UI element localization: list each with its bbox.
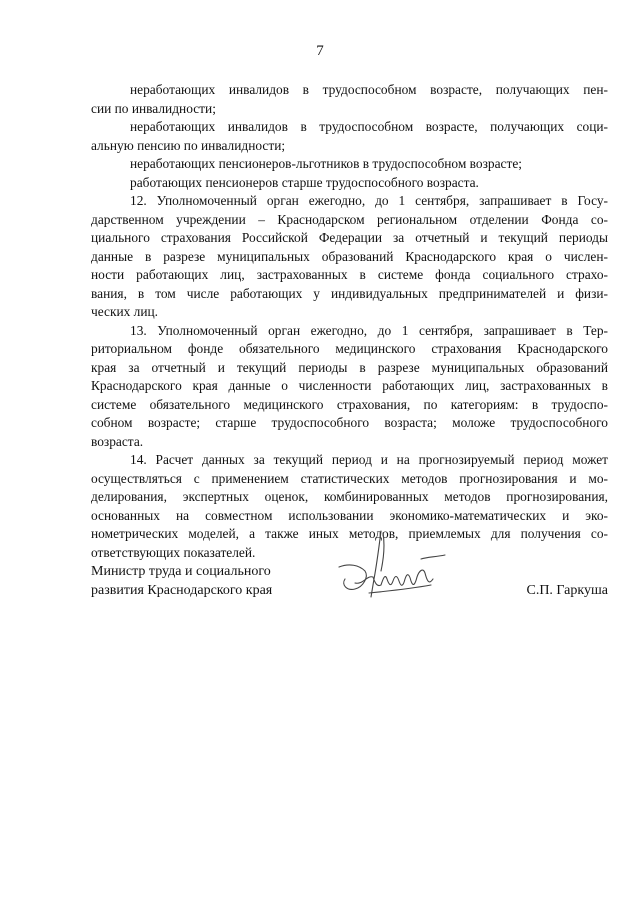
text-line: нометрических моделей, а также иных методов, приемлемых для получения со- (91, 526, 608, 541)
text-line: данные в разрезе муниципальных образований Краснодарского края о числен- (91, 248, 608, 264)
text-line: осуществляться с применением статистических методов прогнозирования и мо- (91, 470, 608, 486)
signature-block (91, 563, 608, 633)
text-line: ности работающих лиц, застрахованных в системе фонда социального страхо- (91, 267, 608, 282)
text-line: возраста. (91, 433, 144, 449)
signer-position-line-1: Министр труда и социального (91, 564, 271, 579)
text-line: Краснодарского края данные о численности работающих лиц, застрахованных в (91, 378, 608, 393)
page-number: 7 (316, 43, 324, 59)
text-line: циального страхования Российской Федерации за отчетный и текущий периоды (91, 230, 608, 245)
text-line: 13. Уполномоченный орган ежегодно, до 1 сентября, запрашивает в Тер- (130, 322, 608, 338)
text-line: дарственном учреждении – Краснодарском региональном отделении Фонда со- (91, 211, 608, 227)
text-line: ответствующих показателей. (91, 544, 256, 560)
text-line: неработающих пенсионеров-льготников в трудоспособном возрасте; (130, 156, 522, 171)
text-line: сии по инвалидности; (91, 100, 216, 116)
text-line: делирования, экспертных оценок, комбинированных методов прогнозирования, (91, 489, 608, 504)
text-line: работающих пенсионеров старше трудоспособного возраста. (130, 174, 479, 190)
document-body (91, 81, 608, 562)
text-line: 14. Расчет данных за текущий период и на прогнозируемый период может (130, 452, 608, 467)
signer-position-line-2: развития Краснодарского края (91, 582, 273, 598)
text-line: вания, в том числе работающих у индивидуальных предпринимателей и физи- (91, 285, 608, 301)
text-line: 12. Уполномоченный орган ежегодно, до 1 сентября, запрашивает в Госу- (130, 193, 608, 208)
signer-position (91, 563, 272, 600)
text-line: неработающих инвалидов в трудоспособном возрасте, получающих пен- (130, 82, 608, 97)
text-line: ческих лиц. (91, 304, 159, 319)
text-line: основанных на совместном использовании экономико-математических и эко- (91, 507, 608, 523)
signer-name: С.П. Гаркуша (526, 582, 608, 598)
text-line: края за отчетный и текущий периоды в разрезе муниципальных образований (91, 359, 608, 375)
text-line: системе обязательного медицинского страхования, по категориям: в трудоспо- (91, 396, 608, 412)
text-line: неработающих инвалидов в трудоспособном возрасте, получающих соци- (130, 119, 608, 134)
text-line: риториальном фонде обязательного медицинского страхования Краснодарского (91, 341, 608, 356)
handwritten-signature (329, 527, 459, 607)
text-line: альную пенсию по инвалидности; (91, 137, 286, 153)
text-line: собном возрасте; старше трудоспособного возраста; моложе трудоспособного (91, 415, 608, 430)
